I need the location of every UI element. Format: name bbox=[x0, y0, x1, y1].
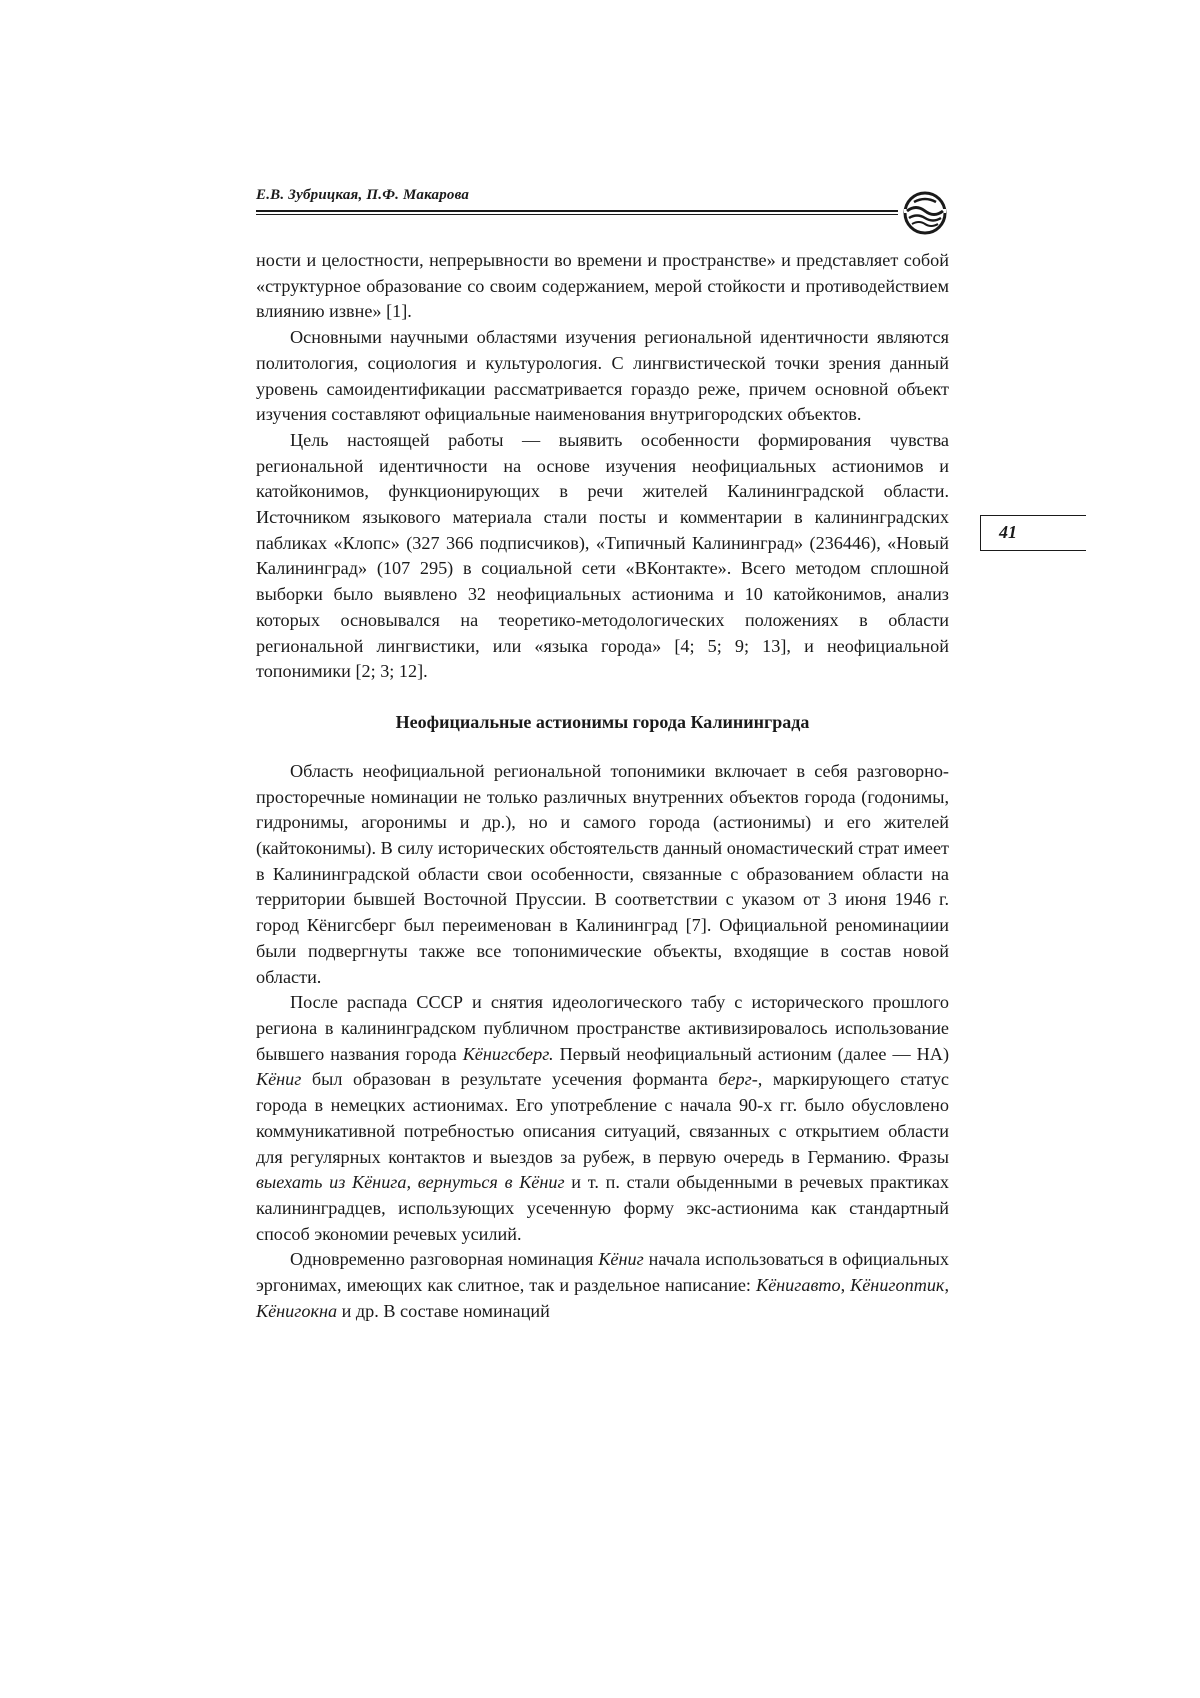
paragraph-2: Основными научными областями изучения региональной идентичности являются политология, социология и культурология. С лингвистической точки зрения данный уровень самоидентификации рассматривается гораздо реже, причем основной объект изучения составляют официальные наименования внутригородских объектов. bbox=[256, 327, 949, 425]
paragraph-4: Область неофициальной региональной топонимики включает в себя разговорно-просторечные номинации не только различных внутренних объектов города (годонимы, гидронимы, агоронимы и др.), но и самого города (астионимы) и его жителей (кайтоконимы). В силу исторических обстоятельств данный ономастический страт имеет в Калининградской области свои особенности, связанные с образованием области на территории бывшей Восточной Пруссии. В соответствии с указом от 3 июня 1946 г. город Кёнигсберг был переименован в Калининград [7]. Официальной реноминациии были подвергнуты также все топонимические объекты, входящие в состав новой области. bbox=[256, 760, 949, 987]
header-rule-thin bbox=[256, 214, 898, 215]
paragraph-6-text-3: , bbox=[840, 1275, 851, 1296]
paragraph-6-italic-4: Кёнигокна bbox=[256, 1300, 338, 1321]
paragraph-6 bbox=[256, 1247, 949, 1324]
paragraph-1: ности и целостности, непрерывности во времени и пространстве» и представляет собой «структурное образование со своим содержанием, мерой стойкости и противодействием влиянию извне» [1]. bbox=[256, 250, 949, 322]
paragraph-6-italic-3: Кёнигоптик bbox=[850, 1275, 945, 1296]
journal-wave-logo-icon bbox=[902, 190, 948, 236]
header-rule-thick bbox=[256, 210, 898, 212]
paragraph-5-text-4: , маркирующего статус города в немецких астионимах. Его употребление с начала 90-х гг. было обусловлено коммуникативной потребностью описания ситуаций, связанных с открытием области для регулярных контактов и выездов за рубеж, в первую очередь в Германию. Фразы bbox=[256, 1069, 949, 1167]
paragraph-5 bbox=[256, 990, 949, 1247]
paragraph-6-text-4: , bbox=[944, 1275, 949, 1296]
paragraph-5-italic-2: Кёниг bbox=[256, 1069, 302, 1090]
article-body bbox=[256, 248, 949, 1324]
paragraph-5-italic-4: выехать из Кёнига, вернуться в Кёниг bbox=[256, 1172, 565, 1193]
page-number: 41 bbox=[999, 522, 1017, 542]
paragraph-5-text-1: После распада СССР и снятия идеологического табу с исторического прошлого региона в калининградском публичном пространстве активизировалось использование бывшего названия города bbox=[256, 992, 949, 1064]
paragraph-6-italic-2: Кёнигавто bbox=[756, 1275, 841, 1296]
paragraph-5-italic-3: берг- bbox=[718, 1069, 758, 1090]
paragraph-6-text-2: начала использоваться в официальных эргонимах, имеющих как слитное, так и раздельное написание: bbox=[256, 1249, 949, 1296]
paragraph-5-text-5: и т. п. стали обыденными в речевых практиках калининградцев, использующих усеченную форму экс-астионима как стандартный способ экономии речевых усилий. bbox=[256, 1172, 949, 1244]
page-number-box bbox=[980, 515, 1086, 551]
paragraph-3: Цель настоящей работы — выявить особенности формирования чувства региональной идентичности на основе изучения неофициальных астионимов и катойконимов, функционирующих в речи жителей Калининградской области. Источником языкового материала стали посты и комментарии в калининградских пабликах «Клопс» (327 366 подписчиков), «Типичный Калининград» (236446), «Новый Калининград» (107 295) в социальной сети «ВКонтакте». Всего методом сплошной выборки было выявлено 32 неофициальных астионима и 10 катойконимов, анализ которых основывался на теоретико-методологических положениях в области региональной лингвистики, или «языка города» [4; 5; 9; 13], и неофициальной топонимики [2; 3; 12]. bbox=[256, 429, 949, 682]
paragraph-6-text-5: и др. В составе номинаций bbox=[337, 1300, 550, 1321]
paragraph-6-italic-1: Кёниг bbox=[598, 1249, 644, 1270]
section-heading: Неофициальные астионимы города Калининграда bbox=[395, 711, 810, 732]
paragraph-6-text-1: Одновременно разговорная номинация bbox=[290, 1249, 599, 1270]
running-header bbox=[256, 186, 956, 204]
paragraph-5-text-3: был образован в результате усечения форманта bbox=[301, 1069, 719, 1090]
running-header-authors: Е.В. Зубрицкая, П.Ф. Макарова bbox=[256, 187, 470, 203]
paragraph-5-text-2: Первый неофициальный астионим (далее — НА) bbox=[553, 1043, 950, 1064]
paragraph-5-italic-1: Кёнигсберг. bbox=[462, 1043, 554, 1064]
